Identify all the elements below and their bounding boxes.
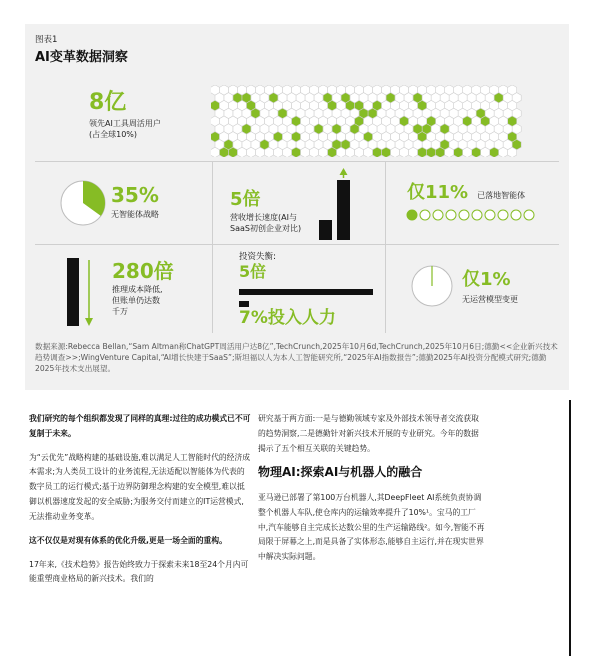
figure-title: AI变革数据洞察	[35, 50, 128, 65]
cost-line2: 但账单仍达数	[112, 295, 160, 305]
ops-value: 仅1%	[462, 269, 511, 290]
right-paragraph-1: 研究基于两方面:一是与德勤领域专家及外部技术领导者交流获取的趋势洞察,二是德勤针对新兴技术开展的专业研究。今年的数据揭示了五个相互关联的关键趋势。	[258, 414, 479, 453]
cost-value: 280倍	[112, 259, 174, 283]
cost-bar-graphic	[65, 256, 95, 328]
dot-empty	[511, 210, 521, 220]
divider-row2	[35, 244, 559, 245]
investment-label: 投资失衡:	[239, 252, 276, 262]
stat-users	[89, 92, 161, 141]
left-column	[29, 412, 251, 596]
divider-col4	[385, 245, 386, 333]
pie-icon-strategy	[59, 179, 107, 227]
growth-line2: SaaS初创企业对比)	[230, 223, 302, 233]
growth-bars-graphic	[317, 168, 353, 242]
right-paragraph-2: 亚马逊已部署了第100万台机器人,其DeepFleet AI系统负责协调整个机器人车队,使仓库内的运输效率提升了10%¹。宝马的工厂中,汽车能够自主完成长达数公里的生产运输路线²。如今,智能不再局限于屏幕之上,而是具备了实体形态,能够自主运行,并在现实世界中解决实际问题。	[258, 493, 485, 562]
users-value: 8亿	[89, 90, 127, 115]
dot-empty	[498, 210, 508, 220]
divider-col3	[212, 245, 213, 333]
growth-line1: 营收增长速度(AI与	[230, 213, 297, 222]
users-line2: (占全球10%)	[89, 129, 138, 139]
cost-line1: 推理成本降低,	[112, 285, 163, 294]
infographic-panel	[25, 24, 569, 390]
left-paragraph-3: 这不仅仅是对现有体系的优化升级,更是一场全面的重构。	[29, 535, 227, 545]
divider-col1	[212, 162, 213, 244]
figure-label: 图表1	[35, 35, 58, 45]
left-paragraph-2: 为“云优先”战略构建的基础设施,难以满足人工智能时代的经济成本需求;为人类员工设计的业务流程,无法适配以智能体为代表的数字员工的运行模式;基于边界防御理念构建的安全模型,难以抵御以机器速度发起的安全威胁;为服务交付而建立的IT运营模式,无法推动业务变革。	[29, 452, 251, 521]
right-column	[258, 412, 486, 574]
left-paragraph-1: 我们研究的每个组织都发现了同样的真理:过往的成功模式已不可复制于未来。	[29, 414, 251, 438]
source-note: 数据来源:Rebecca Bellan,“Sam Altman称ChatGPT周活用户达8亿”,TechCrunch,2025年10月6d,TechCrunch,2025年10月6日;德勤<<企业新兴技术趋势调查>>;WingVenture Capital,“AI增长快建于SaaS”;斯坦福以人为本人工智能研究所,“2025年AI指数报告”;德勤2025年AI投资分配模式研究;德勤2025年技术支出展望。	[35, 342, 558, 373]
hexagon-pattern-graphic	[211, 85, 563, 157]
stat-deployed	[407, 183, 525, 202]
dot-empty	[485, 210, 495, 220]
stat-investment	[239, 252, 379, 280]
divider-col2	[385, 162, 386, 244]
investment-caption: 7%投入人力	[239, 308, 336, 328]
ops-label: 无运营模型变更	[462, 295, 518, 304]
dot-empty	[446, 210, 456, 220]
dot-empty	[433, 210, 443, 220]
stat-growth	[230, 191, 301, 235]
stat-ops	[462, 271, 518, 306]
stat-cost	[112, 261, 174, 317]
left-paragraph-4: 17年来,《技术趋势》报告始终致力于探索未来18至24个月内可能重塑商业格局的新兴技术。我们的	[29, 559, 249, 584]
column-rule	[569, 400, 571, 656]
users-line1: 领先AI工具周活用户	[89, 119, 161, 128]
divider-row1	[35, 161, 559, 162]
investment-value: 5倍	[239, 262, 267, 282]
dot-empty	[524, 210, 534, 220]
strategy-value: 35%	[111, 183, 159, 207]
pie-icon-ops	[410, 264, 454, 308]
deployed-value: 仅11%	[407, 182, 469, 203]
dot-empty	[472, 210, 482, 220]
stat-strategy	[111, 185, 159, 221]
dot-empty	[420, 210, 430, 220]
strategy-label: 无智能体战略	[111, 210, 159, 219]
section-heading: 物理AI:探索AI与机器人的融合	[258, 465, 423, 480]
deployed-label: 已落地智能体	[477, 191, 526, 200]
dot-filled	[407, 210, 417, 220]
growth-value: 5倍	[230, 189, 261, 210]
dot-empty	[459, 210, 469, 220]
dot-row-graphic	[406, 208, 546, 222]
cost-line3: 千万	[112, 306, 128, 316]
